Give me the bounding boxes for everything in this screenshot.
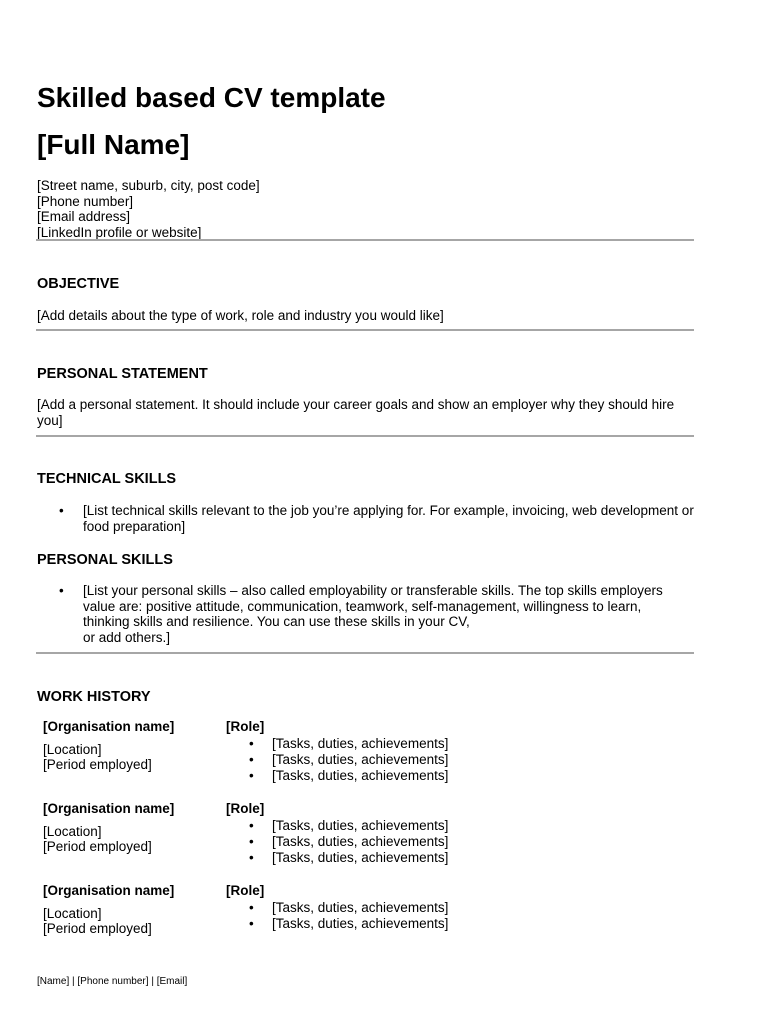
- section-divider: [36, 329, 694, 331]
- personal-skills-line: value are: positive attitude, communication, teamwork, self-management, willingness to learn,: [83, 598, 642, 614]
- personal-skills-heading: PERSONAL SKILLS: [37, 552, 173, 568]
- task-text: [Tasks, duties, achievements]: [272, 834, 449, 849]
- page-footer: [Name] | [Phone number] | [Email]: [37, 976, 188, 987]
- work-entry-role: [226, 801, 448, 866]
- role-title: [Role]: [226, 719, 265, 734]
- task-item: [226, 850, 448, 866]
- personal-skills-item: [59, 583, 709, 645]
- work-history-heading: WORK HISTORY: [37, 689, 151, 705]
- location: [Location]: [43, 905, 102, 921]
- technical-skills-text: [List technical skills relevant to the job you’re applying for. For example, invoicing, web development or food preparation]: [83, 503, 694, 534]
- technical-skills-item: [59, 503, 709, 534]
- period-employed: [Period employed]: [43, 921, 152, 936]
- task-text: [Tasks, duties, achievements]: [272, 850, 449, 865]
- section-divider: [36, 652, 694, 654]
- personal-statement-heading: PERSONAL STATEMENT: [37, 366, 208, 382]
- contact-phone: [Phone number]: [37, 193, 134, 209]
- contact-address: [Street name, suburb, city, post code]: [37, 178, 260, 193]
- organisation-name: [Organisation name]: [43, 719, 175, 734]
- personal-skills-line: thinking skills and resilience. You can use these skills in your CV,: [83, 614, 470, 629]
- role-title: [Role]: [226, 801, 265, 816]
- bullet-icon: •: [249, 850, 254, 865]
- task-text: [Tasks, duties, achievements]: [272, 768, 449, 783]
- organisation-name: [Organisation name]: [43, 801, 175, 816]
- task-item: [226, 768, 448, 784]
- contact-details: [37, 178, 260, 240]
- personal-skills-text: [83, 583, 709, 645]
- task-item: [226, 916, 448, 932]
- bullet-icon: •: [59, 583, 64, 598]
- task-item: [226, 752, 448, 768]
- location: [Location]: [43, 823, 102, 839]
- period-employed: [Period employed]: [43, 757, 152, 772]
- period-employed: [Period employed]: [43, 839, 152, 854]
- organisation-name: [Organisation name]: [43, 883, 175, 898]
- task-item: [226, 736, 448, 752]
- bullet-icon: •: [249, 818, 254, 833]
- task-text: [Tasks, duties, achievements]: [272, 752, 449, 767]
- bullet-icon: •: [59, 503, 64, 518]
- task-text: [Tasks, duties, achievements]: [272, 900, 449, 915]
- personal-skills-line: or add others.]: [83, 629, 171, 645]
- objective-heading: OBJECTIVE: [37, 276, 120, 292]
- task-text: [Tasks, duties, achievements]: [272, 916, 449, 931]
- section-divider: [36, 239, 694, 241]
- bullet-icon: •: [249, 768, 254, 783]
- task-item: [226, 900, 448, 916]
- task-item: [226, 834, 448, 850]
- technical-skills-heading: TECHNICAL SKILLS: [37, 471, 177, 487]
- contact-linkedin: [LinkedIn profile or website]: [37, 224, 202, 240]
- work-entry-role: [226, 719, 448, 784]
- bullet-icon: •: [249, 736, 254, 751]
- personal-statement-text: [Add a personal statement. It should include your career goals and show an employer why they should hire you]: [37, 397, 675, 428]
- objective-text: [Add details about the type of work, role and industry you would like]: [37, 308, 444, 323]
- work-entry-organisation: [43, 801, 174, 855]
- location: [Location]: [43, 741, 102, 757]
- task-text: [Tasks, duties, achievements]: [272, 818, 449, 833]
- work-entry-role: [226, 883, 448, 932]
- personal-skills-line: [List your personal skills – also called employability or transferable skills. The top skills employers: [83, 583, 663, 598]
- work-entry-organisation: [43, 719, 174, 773]
- bullet-icon: •: [249, 834, 254, 849]
- role-title: [Role]: [226, 883, 265, 898]
- bullet-icon: •: [249, 752, 254, 767]
- task-item: [226, 818, 448, 834]
- bullet-icon: •: [249, 900, 254, 915]
- section-divider: [36, 435, 694, 437]
- task-text: [Tasks, duties, achievements]: [272, 736, 449, 751]
- document-title: Skilled based CV template: [37, 82, 386, 113]
- bullet-icon: •: [249, 916, 254, 931]
- contact-email: [Email address]: [37, 209, 131, 224]
- full-name: [Full Name]: [37, 129, 190, 160]
- work-entry-organisation: [43, 883, 174, 937]
